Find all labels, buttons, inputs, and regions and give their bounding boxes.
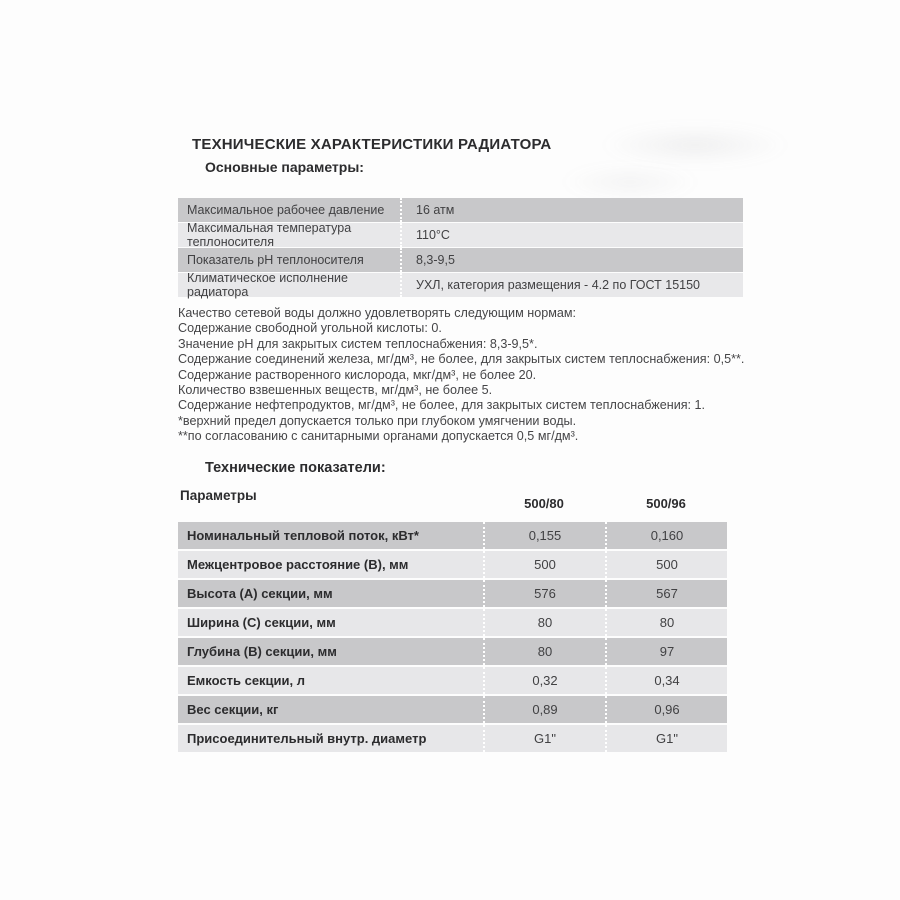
- param-label: Межцентровое расстояние (В), мм: [187, 557, 409, 572]
- value-500-80: G1": [483, 725, 605, 752]
- column-header-500-96: 500/96: [646, 496, 686, 511]
- note-line: Количество взвешенных веществ, мг/дм³, не более 5.: [178, 383, 493, 398]
- note-line: Качество сетевой воды должно удовлетворять следующим нормам:: [178, 306, 577, 320]
- value-500-80: 500: [483, 551, 605, 578]
- scan-smudge: [560, 165, 700, 199]
- table-row: [178, 609, 727, 636]
- value-500-80: 80: [483, 609, 605, 636]
- param-label: Вес секции, кг: [187, 702, 279, 717]
- table-row: [178, 198, 743, 222]
- scan-smudge: [600, 125, 790, 165]
- table-row: [178, 725, 727, 752]
- note-line: *верхний предел допускается только при глубоком умягчении воды.: [178, 413, 577, 428]
- note-line: Значение pH для закрытых систем теплоснабжения: 8,3-9,5*.: [178, 336, 538, 351]
- param-label: Максимальное рабочее давление: [187, 203, 385, 217]
- main-params-table: [178, 198, 743, 298]
- note-line: Содержание свободной угольной кислоты: 0.: [178, 321, 442, 336]
- value-500-96: 0,96: [605, 696, 727, 723]
- table-row: [178, 638, 727, 665]
- value-500-96: 0,160: [605, 522, 727, 549]
- param-label: Показатель pH теплоносителя: [187, 253, 364, 267]
- value-500-96: 97: [605, 638, 727, 665]
- column-header-params: Параметры: [180, 488, 257, 503]
- value-500-80: 0,155: [483, 522, 605, 549]
- table-row: [178, 223, 743, 247]
- column-header-500-80: 500/80: [524, 496, 564, 511]
- table-row: [178, 248, 743, 272]
- param-value: 110°C: [400, 223, 743, 247]
- param-label: Присоединительный внутр. диаметр: [187, 731, 427, 746]
- param-value: УХЛ, категория размещения - 4.2 по ГОСТ 15150: [400, 273, 743, 297]
- page-title: ТЕХНИЧЕСКИЕ ХАРАКТЕРИСТИКИ РАДИАТОРА: [192, 136, 552, 153]
- value-500-80: 80: [483, 638, 605, 665]
- tech-table-header: [178, 488, 727, 516]
- tech-indicators-heading: Технические показатели:: [205, 460, 386, 476]
- table-row: [178, 273, 743, 297]
- note-line: Содержание растворенного кислорода, мкг/дм³, не более 20.: [178, 367, 537, 382]
- table-row: [178, 522, 727, 549]
- param-value: 16 атм: [400, 198, 743, 222]
- table-row: [178, 580, 727, 607]
- table-row: [178, 696, 727, 723]
- value-500-80: 576: [483, 580, 605, 607]
- param-label: Номинальный тепловой поток, кВт*: [187, 528, 419, 543]
- param-label: Ширина (С) секции, мм: [187, 615, 336, 630]
- value-500-80: 0,89: [483, 696, 605, 723]
- note-line: Содержание нефтепродуктов, мг/дм³, не более, для закрытых систем теплоснабжения: 1.: [178, 398, 706, 413]
- param-label: Глубина (В) секции, мм: [187, 644, 337, 659]
- param-label: Высота (А) секции, мм: [187, 586, 333, 601]
- note-line: Содержание соединений железа, мг/дм³, не более, для закрытых систем теплоснабжения: 0,5**.: [178, 352, 745, 367]
- table-row: [178, 551, 727, 578]
- value-500-96: 80: [605, 609, 727, 636]
- param-label: Емкость секции, л: [187, 673, 306, 688]
- table-row: [178, 667, 727, 694]
- value-500-96: 500: [605, 551, 727, 578]
- value-500-96: 567: [605, 580, 727, 607]
- note-line: **по согласованию с санитарными органами допускается 0,5 мг/дм³.: [178, 429, 579, 444]
- water-quality-notes: [178, 306, 763, 445]
- param-value: 8,3-9,5: [400, 248, 743, 272]
- value-500-96: 0,34: [605, 667, 727, 694]
- param-label: Максимальная температура теплоносителя: [187, 221, 352, 249]
- value-500-80: 0,32: [483, 667, 605, 694]
- value-500-96: G1": [605, 725, 727, 752]
- param-label: Климатическое исполнение радиатора: [187, 271, 348, 299]
- tech-indicators-table: [178, 522, 727, 754]
- main-params-subtitle: Основные параметры:: [205, 159, 364, 175]
